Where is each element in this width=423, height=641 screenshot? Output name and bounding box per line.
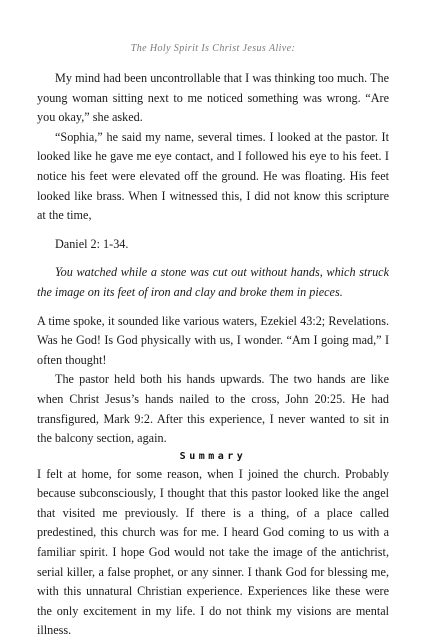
paragraph-pastor-hands: The pastor held both his hands upwards. The two hands are like when Christ Jesus’s hands nailed to the cross, John 20:25. He had transfigured, Mark 9:2. After this experience, I never wanted to sit in the balcony section, again.	[37, 372, 389, 446]
paragraph-mind-uncontrollable: My mind had been uncontrollable that I was thinking too much. The young woman sitting next to me noticed something was wrong. “Are you okay,” she asked.	[37, 71, 389, 125]
paragraph-various-waters: A time spoke, it sounded like various waters, Ezekiel 43:2; Revelations. Was he God! Is God physically with us, I wonder. “Am I going mad,” I often thought!	[37, 313, 389, 367]
running-head-title: The Holy Spirit Is Christ Jesus Alive:	[130, 43, 296, 54]
scripture-quote-stone: You watched while a stone was cut out without hands, which struck the image on its feet of iron and clay and broke them in pieces.	[37, 265, 389, 299]
paragraph-sophia-floating: “Sophia,” he said my name, several times. I looked at the pastor. It looked like he gave me eye contact, and I followed his eye to his feet. I notice his feet were elevated off the ground. He was floating. His feet looked like brass. When I witnessed this, I did not know this scripture at the time,	[37, 129, 389, 223]
summary-heading: Summary	[179, 450, 247, 462]
summary-paragraph: I felt at home, for some reason, when I joined the church. Probably because subconsciously, I thought that this pastor looked like the angel that visited me previously. If there is a thing, of a place called predestined, this church was for me. I heard God coming to us with a familiar spirit. I hope God would not take the image of the antichrist, serial killer, a false prophet, or any sinner. I thank God for blessing me, with this unnatural Christian experience. Experiences like these were the only excitement in my life. I do not think my visions are mental illness.	[37, 466, 389, 638]
scripture-reference-daniel: Daniel 2: 1-34.	[55, 236, 129, 251]
